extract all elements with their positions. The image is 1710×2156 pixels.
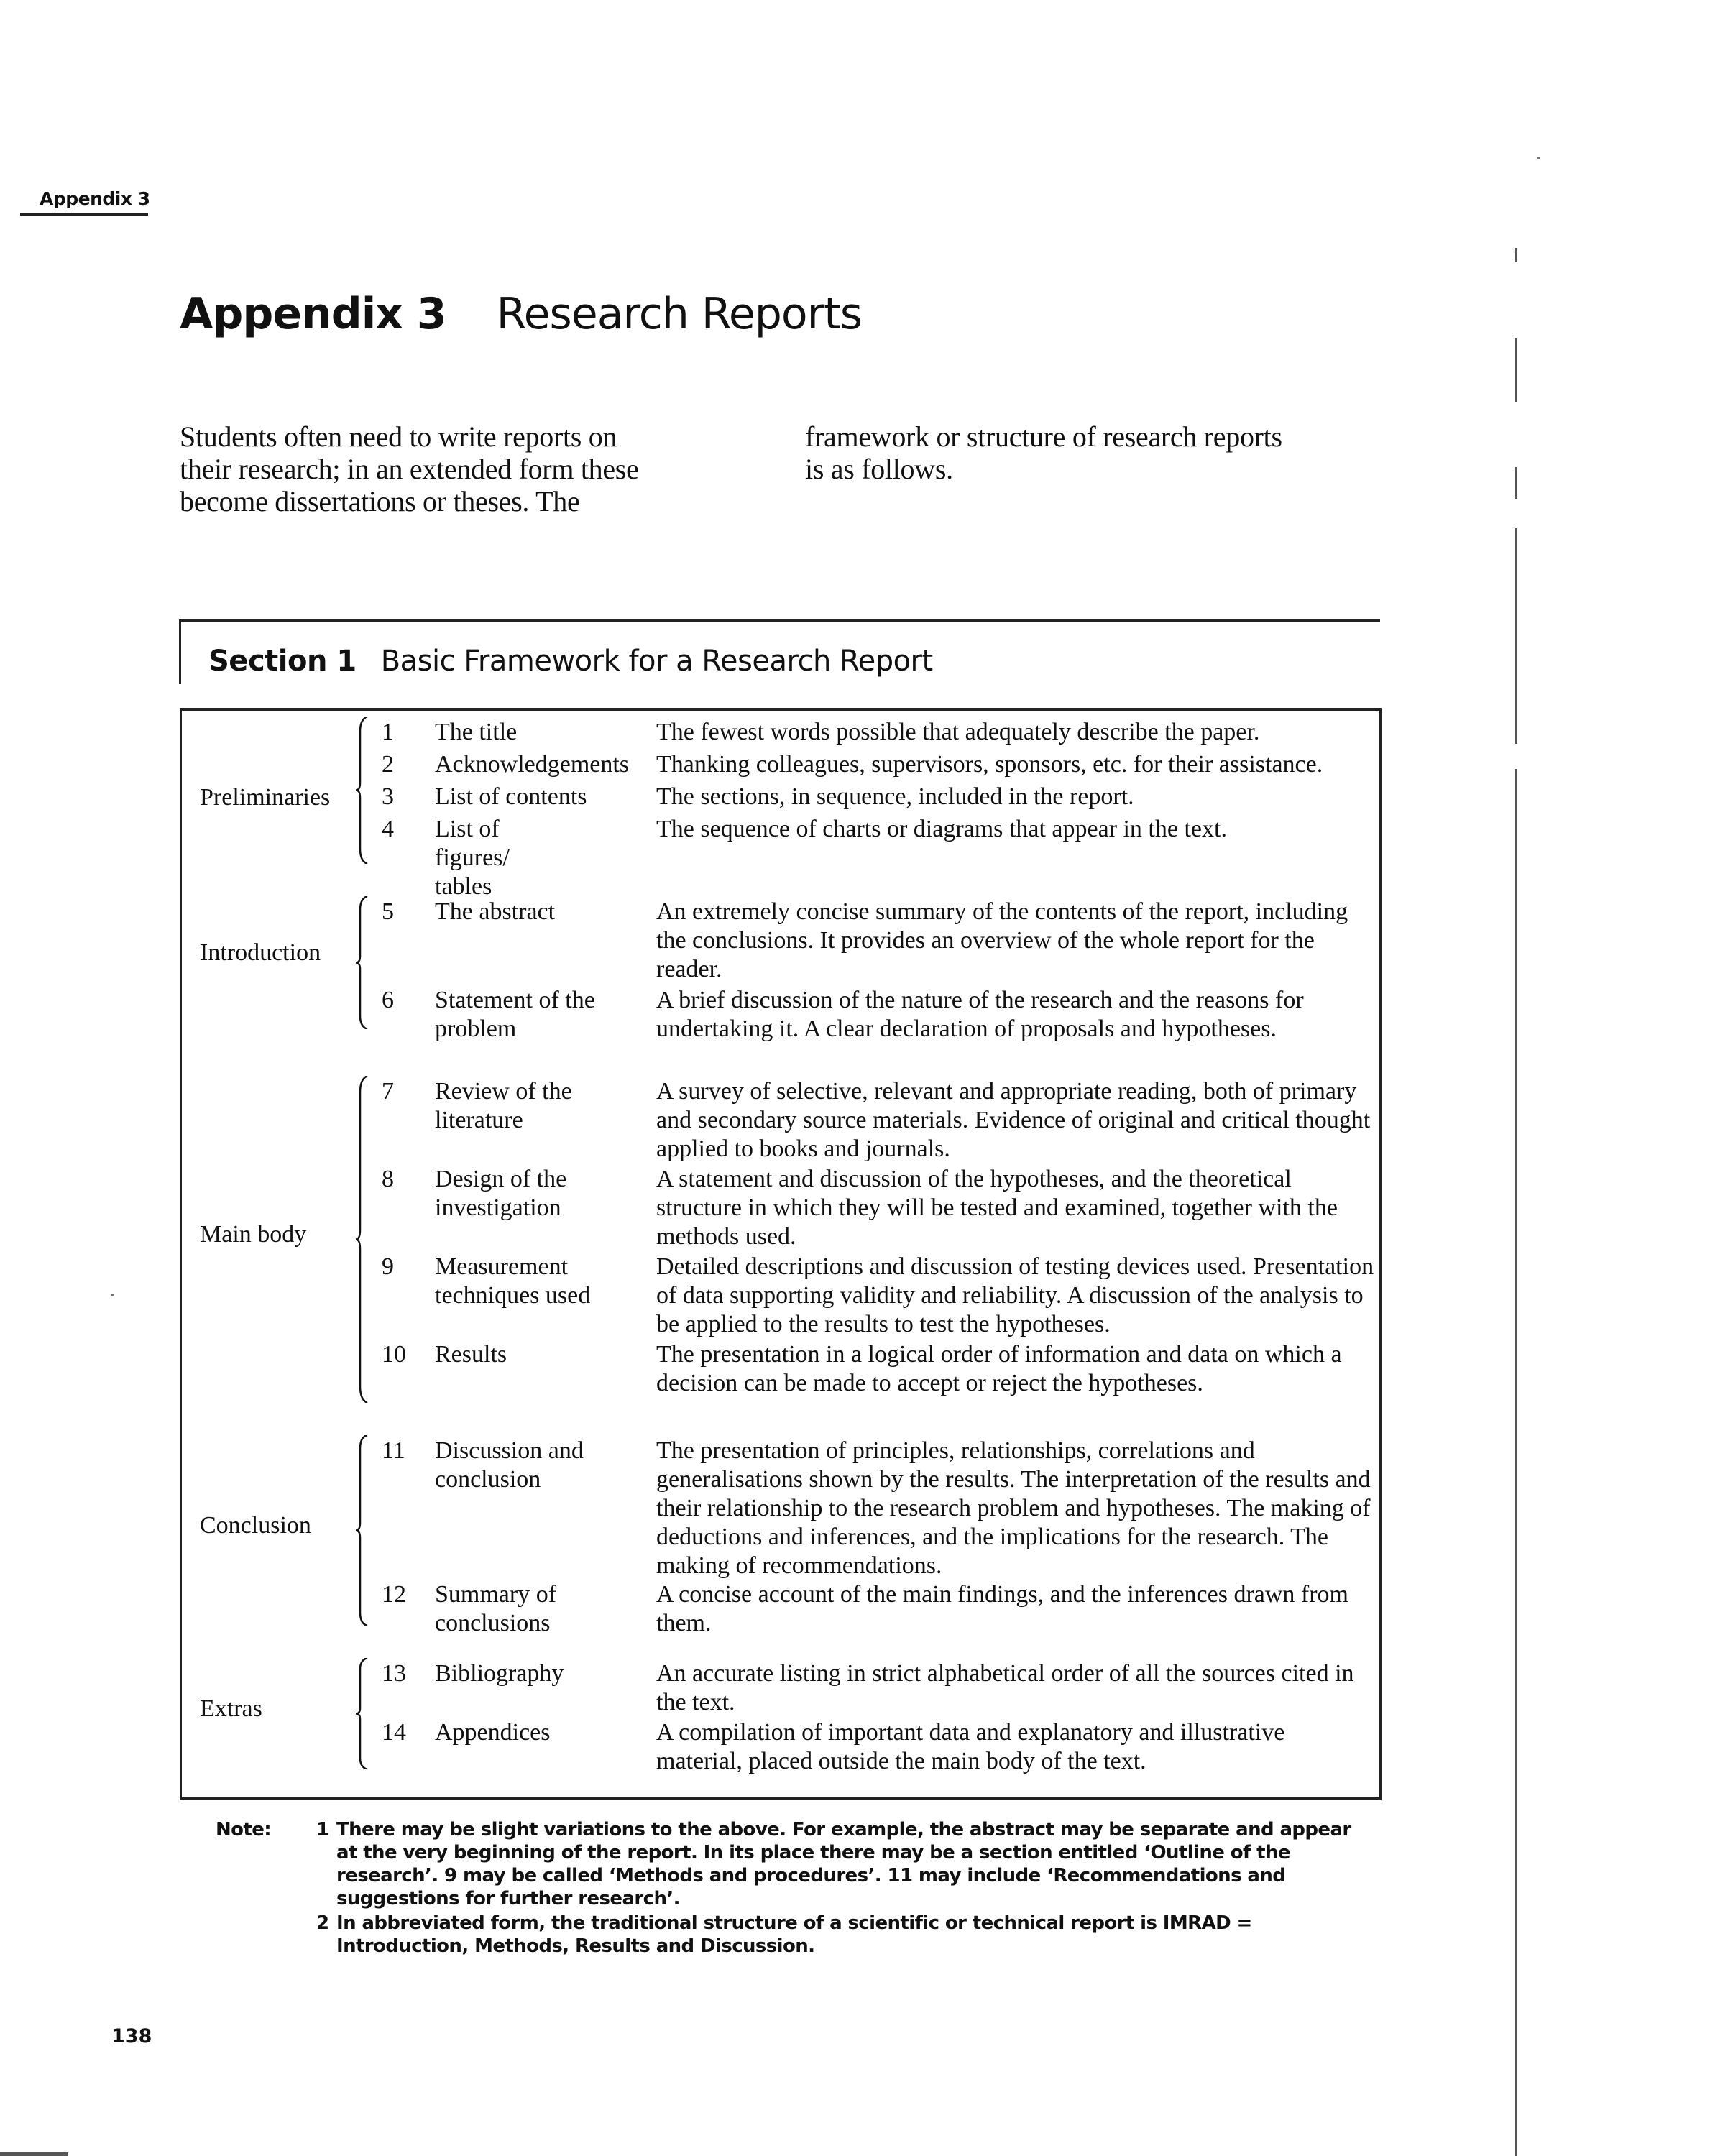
scan-artifact bbox=[1515, 769, 1517, 2156]
intro-line: their research; in an extended form these bbox=[180, 453, 639, 485]
group-label: Extras bbox=[200, 1695, 262, 1722]
scan-artifact bbox=[1515, 248, 1517, 262]
page-title bbox=[180, 289, 862, 339]
row-number: 3 bbox=[382, 783, 394, 810]
row-description: Detailed descriptions and discussion of testing devices used. Presentation of data supporting validity and reliability. A discussion of the analysis to be applied to the results to test the hypotheses. bbox=[656, 1253, 1374, 1337]
row-number: 1 bbox=[382, 719, 394, 745]
brace-icon bbox=[356, 717, 369, 864]
note-text: There may be slight variations to the above. For example, the abstract may be separate and appear at the very beginning of the report. In its place there may be a section entitled ‘Outline of the research’. 9 may be called ‘Methods and procedures’. 11 may include ‘Recommendations and suggestions for further research’. bbox=[336, 1819, 1351, 1909]
group-extras bbox=[182, 1652, 1379, 1774]
scan-artifact bbox=[1515, 528, 1517, 744]
section-label: Section 1 bbox=[208, 645, 357, 678]
row-term: Acknowledgements bbox=[435, 751, 630, 778]
section-title: Basic Framework for a Research Report bbox=[380, 645, 933, 678]
section-top-rule bbox=[180, 619, 1380, 622]
row-number: 2 bbox=[382, 751, 394, 778]
group-label: Preliminaries bbox=[200, 784, 331, 811]
row-term: List of contents bbox=[435, 783, 587, 810]
row-description: The presentation in a logical order of information and data on which a decision can be made to accept or reject the hypotheses. bbox=[656, 1341, 1342, 1396]
row-description: An extremely concise summary of the contents of the report, including the conclusions. It provides an overview of the whole report for the reader. bbox=[656, 898, 1348, 982]
row-description: An accurate listing in strict alphabetical order of all the sources cited in the text. bbox=[656, 1660, 1354, 1715]
row-term: The abstract bbox=[435, 898, 556, 925]
row-number: 8 bbox=[382, 1166, 394, 1192]
group-preliminaries bbox=[182, 711, 1379, 900]
row-description: The fewest words possible that adequately describe the paper. bbox=[656, 719, 1260, 745]
row-term: Review of the literature bbox=[435, 1078, 572, 1133]
row-term: The title bbox=[435, 719, 518, 745]
group-label: Conclusion bbox=[200, 1512, 311, 1539]
row-number: 12 bbox=[382, 1581, 406, 1608]
row-number: 7 bbox=[382, 1078, 394, 1105]
scan-edge-mark bbox=[0, 2152, 68, 2156]
intro-paragraph-left bbox=[180, 420, 769, 517]
intro-line: is as follows. bbox=[805, 453, 953, 485]
row-term: Design of the investigation bbox=[435, 1166, 567, 1221]
row-description: A compilation of important data and explanatory and illustrative material, placed outside the main body of the text. bbox=[656, 1719, 1285, 1774]
note-number: 1 bbox=[316, 1819, 329, 1841]
row-description: Thanking colleagues, supervisors, sponsors, etc. for their assistance. bbox=[656, 751, 1323, 778]
group-conclusion bbox=[182, 1429, 1379, 1636]
brace-icon bbox=[356, 1658, 369, 1769]
page-number: 138 bbox=[111, 2025, 152, 2047]
scan-artifact bbox=[1515, 467, 1517, 499]
running-head-rule bbox=[20, 213, 148, 216]
row-description: A statement and discussion of the hypotheses, and the theoretical structure in which they will be tested and examined, together with the methods used. bbox=[656, 1166, 1338, 1250]
row-number: 14 bbox=[382, 1719, 406, 1746]
scan-artifact bbox=[111, 1294, 114, 1296]
scan-artifact bbox=[1515, 338, 1517, 402]
row-number: 13 bbox=[382, 1660, 406, 1687]
note-text: In abbreviated form, the traditional structure of a scientific or technical report is IMRAD = Introduction, Methods, Results and Discussion. bbox=[336, 1912, 1252, 1957]
row-number: 9 bbox=[382, 1253, 394, 1280]
brace-icon bbox=[356, 1076, 369, 1403]
row-number: 10 bbox=[382, 1341, 406, 1368]
intro-line: framework or structure of research reports bbox=[805, 420, 1282, 453]
row-description: The sequence of charts or diagrams that appear in the text. bbox=[656, 816, 1227, 842]
notes-label: Note: bbox=[216, 1819, 272, 1841]
row-number: 5 bbox=[382, 898, 394, 925]
brace-icon bbox=[356, 896, 369, 1029]
row-term: Discussion and conclusion bbox=[435, 1437, 584, 1493]
row-number: 11 bbox=[382, 1437, 405, 1464]
row-term: Statement of the problem bbox=[435, 987, 595, 1042]
group-label: Main body bbox=[200, 1221, 307, 1248]
running-head: Appendix 3 bbox=[40, 188, 150, 209]
row-term: Results bbox=[435, 1341, 507, 1368]
section-heading bbox=[208, 645, 933, 678]
intro-line: become dissertations or theses. The bbox=[180, 485, 580, 517]
row-description: The sections, in sequence, included in the report. bbox=[656, 783, 1134, 810]
appendix-number: Appendix 3 bbox=[180, 289, 446, 339]
intro-paragraph-right bbox=[805, 420, 1394, 485]
brace-icon bbox=[356, 1435, 369, 1626]
intro-line: Students often need to write reports on bbox=[180, 420, 617, 453]
row-term: Summary of conclusions bbox=[435, 1581, 557, 1636]
section-left-tick bbox=[179, 619, 181, 684]
framework-table bbox=[180, 708, 1382, 1800]
row-description: The presentation of principles, relationships, correlations and generalisations shown by the results. The interpretation of the results and their relationship to the research problem and hypotheses. The making of deductions and inferences, and the implications for the research. The making of recommendations. bbox=[656, 1437, 1371, 1579]
group-label: Introduction bbox=[200, 939, 321, 966]
row-term: Bibliography bbox=[435, 1660, 564, 1687]
row-description: A survey of selective, relevant and appropriate reading, both of primary and secondary source materials. Evidence of original and critical thought applied to books and journals. bbox=[656, 1078, 1371, 1162]
row-number: 6 bbox=[382, 987, 394, 1013]
row-term: Appendices bbox=[435, 1719, 551, 1746]
row-description: A brief discussion of the nature of the research and the reasons for undertaking it. A clear declaration of proposals and hypotheses. bbox=[656, 987, 1304, 1042]
row-term: List of figures/ tables bbox=[435, 816, 510, 900]
appendix-title: Research Reports bbox=[496, 289, 863, 339]
row-number: 4 bbox=[382, 816, 394, 842]
row-description: A concise account of the main findings, and the inferences drawn from them. bbox=[656, 1581, 1349, 1636]
row-term: Measurement techniques used bbox=[435, 1253, 591, 1309]
scan-artifact bbox=[1537, 157, 1540, 159]
group-introduction bbox=[182, 890, 1379, 1041]
group-main-body bbox=[182, 1070, 1379, 1408]
note-number: 2 bbox=[316, 1912, 329, 1934]
